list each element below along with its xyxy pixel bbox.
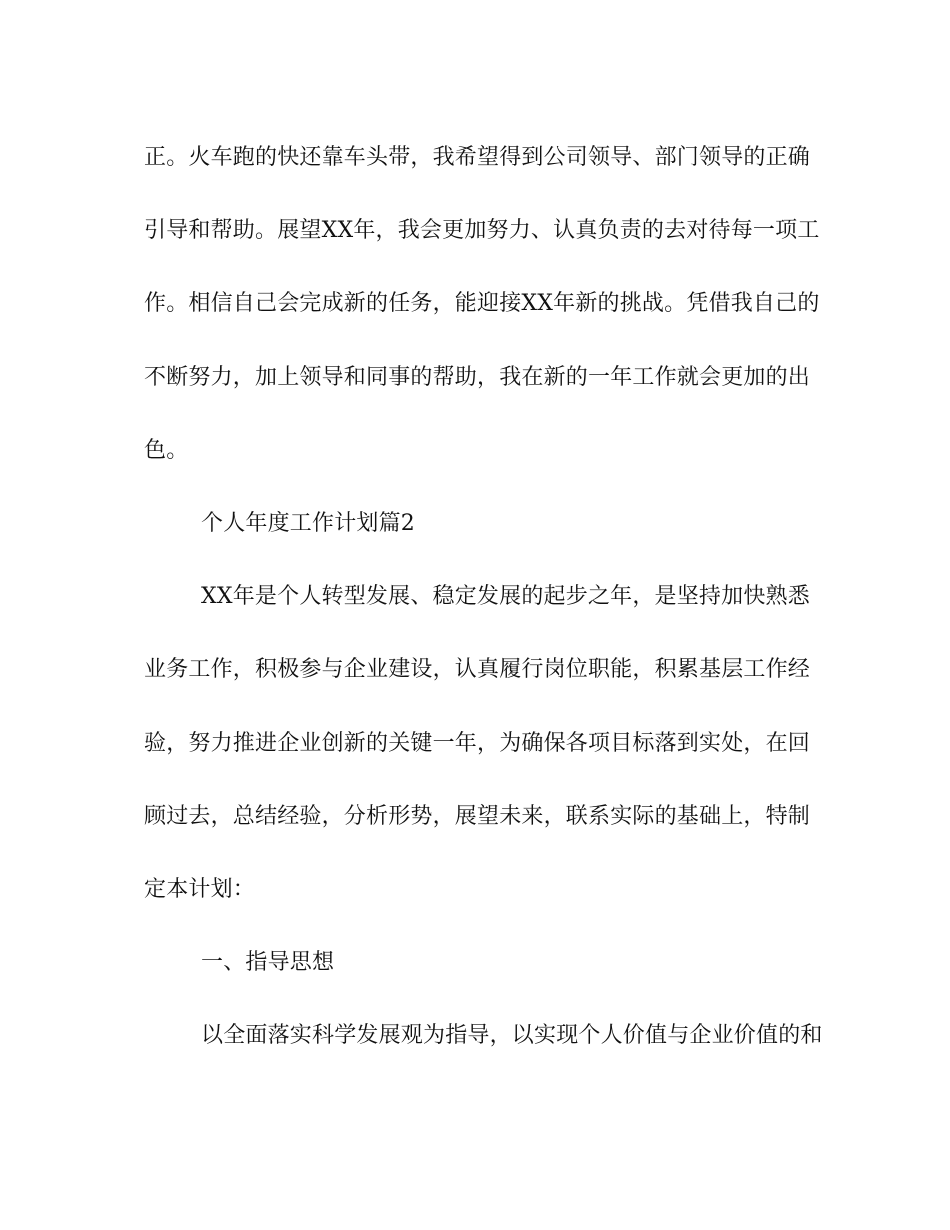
text-line-9: 验，努力推进企业创新的关键一年，为确保各项目标落到实处，在回 xyxy=(144,730,811,756)
text-line-4: 不断努力，加上领导和同事的帮助，我在新的一年工作就会更加的出 xyxy=(144,364,811,390)
subsection-heading: 一、指导思想 xyxy=(201,950,335,976)
text-line-2: 引导和帮助。展望XX年，我会更加努力、认真负责的去对待每一项工 xyxy=(144,218,820,244)
paragraph-start-2: 以全面落实科学发展观为指导，以实现个人价值与企业价值的和 xyxy=(201,1023,823,1049)
text-line-3: 作。相信自己会完成新的任务，能迎接XX年新的挑战。凭借我自己的 xyxy=(144,291,820,317)
text-line-11: 定本计划： xyxy=(144,876,256,902)
text-line-10: 顾过去，总结经验，分析形势，展望未来，联系实际的基础上，特制 xyxy=(144,803,811,829)
document-body xyxy=(144,138,823,1089)
section-heading: 个人年度工作计划篇2 xyxy=(201,510,415,536)
text-line-5: 色。 xyxy=(144,437,189,463)
text-line-1: 正。火车跑的快还靠车头带，我希望得到公司领导、部门领导的正确 xyxy=(144,145,811,170)
paragraph-start: XX年是个人转型发展、稳定发展的起步之年，是坚持加快熟悉 xyxy=(201,584,810,610)
text-line-8: 业务工作，积极参与企业建设，认真履行岗位职能，积累基层工作经 xyxy=(144,657,811,683)
